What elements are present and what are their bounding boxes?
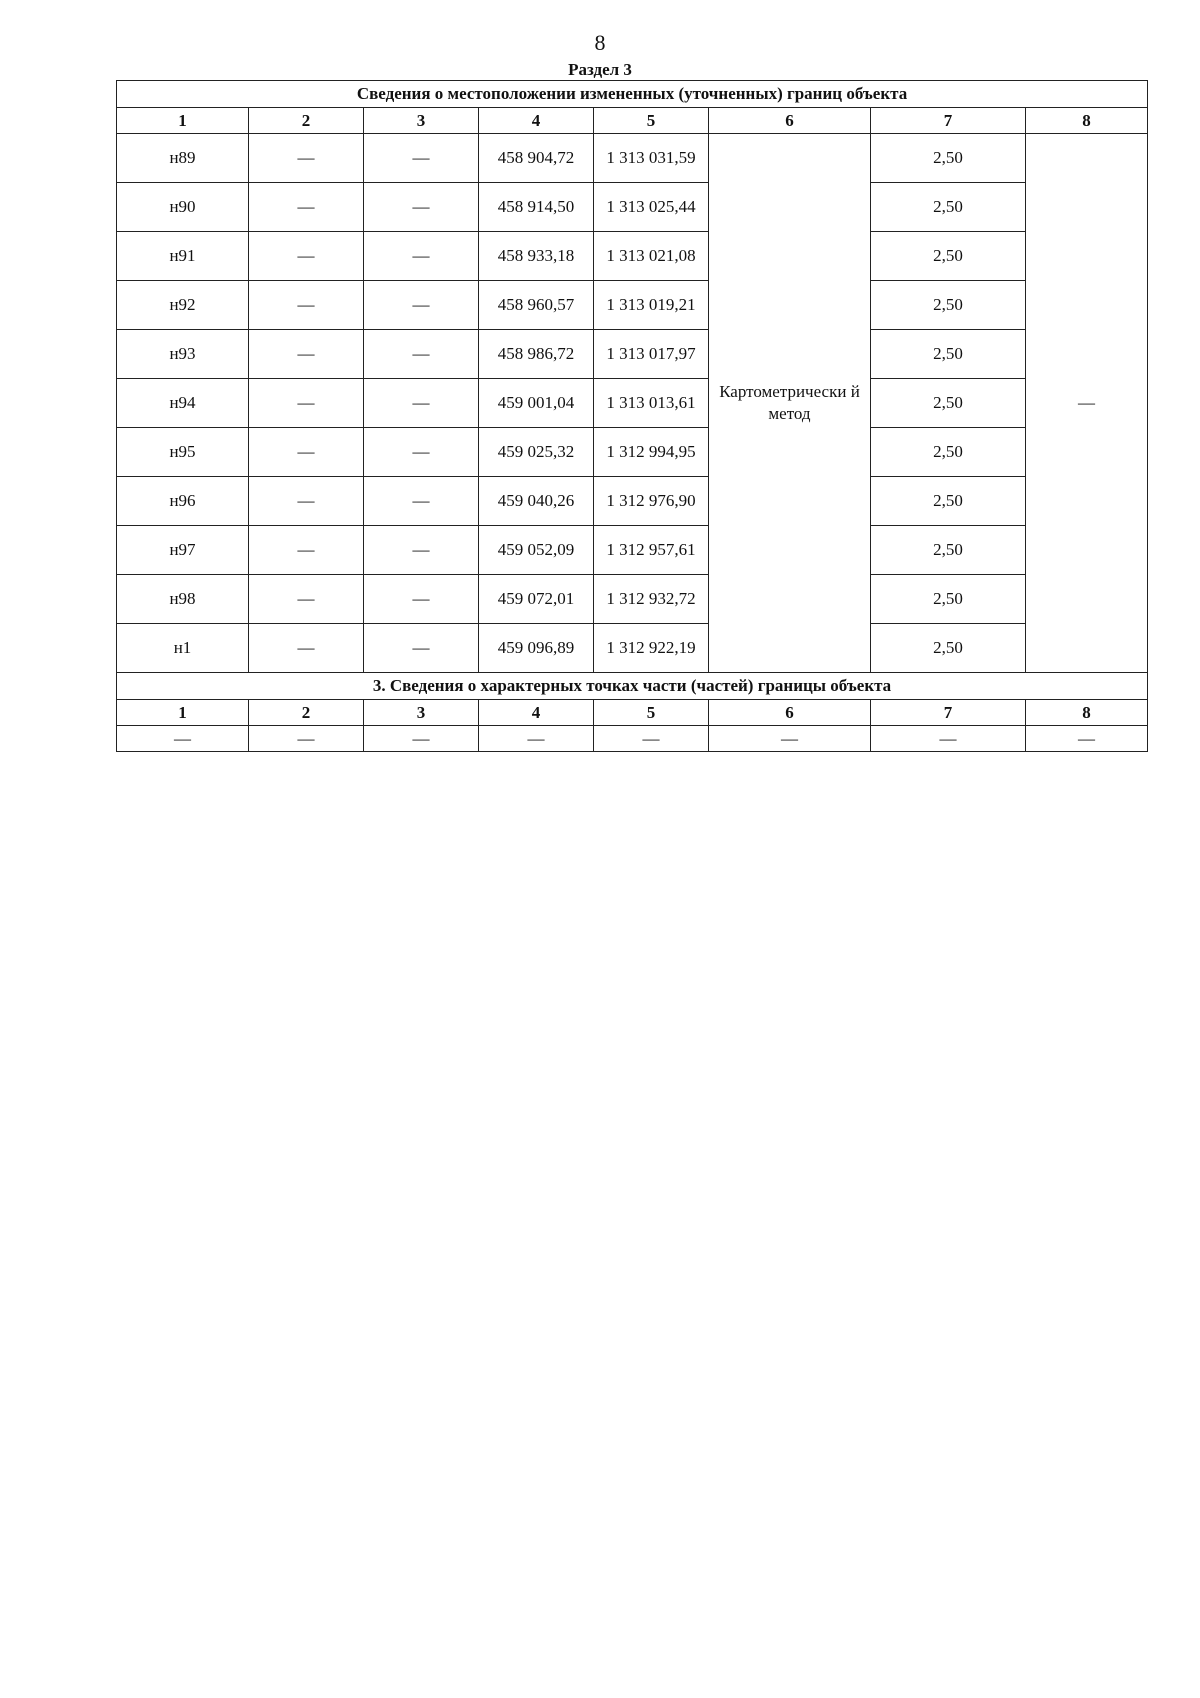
y-coordinate-cell: 1 313 025,44 bbox=[594, 183, 709, 232]
column-3-cell: — bbox=[364, 477, 479, 526]
precision-cell: 2,50 bbox=[871, 624, 1026, 673]
column-number: 4 bbox=[479, 700, 594, 726]
parts-caption-row bbox=[117, 673, 1148, 700]
parts-empty-cell: — bbox=[1026, 726, 1148, 752]
column-3-cell: — bbox=[364, 232, 479, 281]
precision-cell: 2,50 bbox=[871, 379, 1026, 428]
x-coordinate-cell: 458 960,57 bbox=[479, 281, 594, 330]
column-number: 7 bbox=[871, 700, 1026, 726]
x-coordinate-cell: 459 025,32 bbox=[479, 428, 594, 477]
x-coordinate-cell: 458 933,18 bbox=[479, 232, 594, 281]
y-coordinate-cell: 1 313 013,61 bbox=[594, 379, 709, 428]
column-3-cell: — bbox=[364, 379, 479, 428]
column-8-cell: — bbox=[1026, 134, 1148, 673]
parts-empty-cell: — bbox=[249, 726, 364, 752]
column-3-cell: — bbox=[364, 526, 479, 575]
x-coordinate-cell: 458 904,72 bbox=[479, 134, 594, 183]
column-3-cell: — bbox=[364, 428, 479, 477]
table-row bbox=[117, 379, 1148, 428]
column-number: 4 bbox=[479, 108, 594, 134]
parts-empty-cell: — bbox=[709, 726, 871, 752]
column-number: 5 bbox=[594, 700, 709, 726]
column-3-cell: — bbox=[364, 624, 479, 673]
column-2-cell: — bbox=[249, 477, 364, 526]
x-coordinate-cell: 459 072,01 bbox=[479, 575, 594, 624]
column-number: 8 bbox=[1026, 108, 1148, 134]
precision-cell: 2,50 bbox=[871, 183, 1026, 232]
precision-cell: 2,50 bbox=[871, 575, 1026, 624]
point-name-cell: н93 bbox=[117, 330, 249, 379]
table-row bbox=[117, 232, 1148, 281]
table-row bbox=[117, 330, 1148, 379]
section-title: Раздел 3 bbox=[568, 60, 632, 79]
column-3-cell: — bbox=[364, 281, 479, 330]
point-name-cell: н89 bbox=[117, 134, 249, 183]
column-3-cell: — bbox=[364, 134, 479, 183]
table-row bbox=[117, 575, 1148, 624]
parts-table-row bbox=[117, 726, 1148, 752]
boundary-coordinates-table bbox=[116, 80, 1148, 752]
table-row bbox=[117, 281, 1148, 330]
x-coordinate-cell: 459 096,89 bbox=[479, 624, 594, 673]
table-caption-main: Сведения о местоположении измененных (уточненных) границ объекта bbox=[117, 81, 1148, 108]
column-2-cell: — bbox=[249, 624, 364, 673]
column-number: 1 bbox=[117, 700, 249, 726]
table-row bbox=[117, 183, 1148, 232]
column-3-cell: — bbox=[364, 330, 479, 379]
parts-column-number-row bbox=[117, 700, 1148, 726]
column-number: 2 bbox=[249, 108, 364, 134]
column-2-cell: — bbox=[249, 575, 364, 624]
column-2-cell: — bbox=[249, 183, 364, 232]
column-2-cell: — bbox=[249, 379, 364, 428]
x-coordinate-cell: 459 052,09 bbox=[479, 526, 594, 575]
y-coordinate-cell: 1 312 976,90 bbox=[594, 477, 709, 526]
column-number: 3 bbox=[364, 108, 479, 134]
y-coordinate-cell: 1 313 019,21 bbox=[594, 281, 709, 330]
column-number: 5 bbox=[594, 108, 709, 134]
point-name-cell: н91 bbox=[117, 232, 249, 281]
column-number: 6 bbox=[709, 700, 871, 726]
x-coordinate-cell: 458 914,50 bbox=[479, 183, 594, 232]
parts-empty-cell: — bbox=[117, 726, 249, 752]
precision-cell: 2,50 bbox=[871, 526, 1026, 575]
column-2-cell: — bbox=[249, 330, 364, 379]
column-number: 1 bbox=[117, 108, 249, 134]
point-name-cell: н98 bbox=[117, 575, 249, 624]
point-name-cell: н94 bbox=[117, 379, 249, 428]
precision-cell: 2,50 bbox=[871, 232, 1026, 281]
parts-empty-cell: — bbox=[594, 726, 709, 752]
column-3-cell: — bbox=[364, 183, 479, 232]
column-number: 7 bbox=[871, 108, 1026, 134]
precision-cell: 2,50 bbox=[871, 428, 1026, 477]
y-coordinate-cell: 1 312 957,61 bbox=[594, 526, 709, 575]
precision-cell: 2,50 bbox=[871, 134, 1026, 183]
column-2-cell: — bbox=[249, 232, 364, 281]
column-2-cell: — bbox=[249, 134, 364, 183]
x-coordinate-cell: 458 986,72 bbox=[479, 330, 594, 379]
y-coordinate-cell: 1 312 922,19 bbox=[594, 624, 709, 673]
point-name-cell: н1 bbox=[117, 624, 249, 673]
precision-cell: 2,50 bbox=[871, 281, 1026, 330]
x-coordinate-cell: 459 001,04 bbox=[479, 379, 594, 428]
column-number: 3 bbox=[364, 700, 479, 726]
precision-cell: 2,50 bbox=[871, 477, 1026, 526]
y-coordinate-cell: 1 312 994,95 bbox=[594, 428, 709, 477]
method-cell: Картометрически й метод bbox=[709, 134, 871, 673]
table-row bbox=[117, 134, 1148, 183]
column-2-cell: — bbox=[249, 428, 364, 477]
point-name-cell: н96 bbox=[117, 477, 249, 526]
point-name-cell: н92 bbox=[117, 281, 249, 330]
table-row bbox=[117, 624, 1148, 673]
column-3-cell: — bbox=[364, 575, 479, 624]
point-name-cell: н97 bbox=[117, 526, 249, 575]
column-number: 2 bbox=[249, 700, 364, 726]
parts-empty-cell: — bbox=[364, 726, 479, 752]
point-name-cell: н95 bbox=[117, 428, 249, 477]
table-caption-parts: 3. Сведения о характерных точках части (частей) границы объекта bbox=[117, 673, 1148, 700]
column-2-cell: — bbox=[249, 281, 364, 330]
column-number-row bbox=[117, 108, 1148, 134]
column-2-cell: — bbox=[249, 526, 364, 575]
column-number: 8 bbox=[1026, 700, 1148, 726]
parts-empty-cell: — bbox=[479, 726, 594, 752]
table-row bbox=[117, 477, 1148, 526]
x-coordinate-cell: 459 040,26 bbox=[479, 477, 594, 526]
column-number: 6 bbox=[709, 108, 871, 134]
y-coordinate-cell: 1 313 017,97 bbox=[594, 330, 709, 379]
table-row bbox=[117, 526, 1148, 575]
parts-empty-cell: — bbox=[871, 726, 1026, 752]
table-row bbox=[117, 428, 1148, 477]
y-coordinate-cell: 1 313 021,08 bbox=[594, 232, 709, 281]
point-name-cell: н90 bbox=[117, 183, 249, 232]
y-coordinate-cell: 1 313 031,59 bbox=[594, 134, 709, 183]
precision-cell: 2,50 bbox=[871, 330, 1026, 379]
y-coordinate-cell: 1 312 932,72 bbox=[594, 575, 709, 624]
page-number: 8 bbox=[594, 30, 606, 55]
